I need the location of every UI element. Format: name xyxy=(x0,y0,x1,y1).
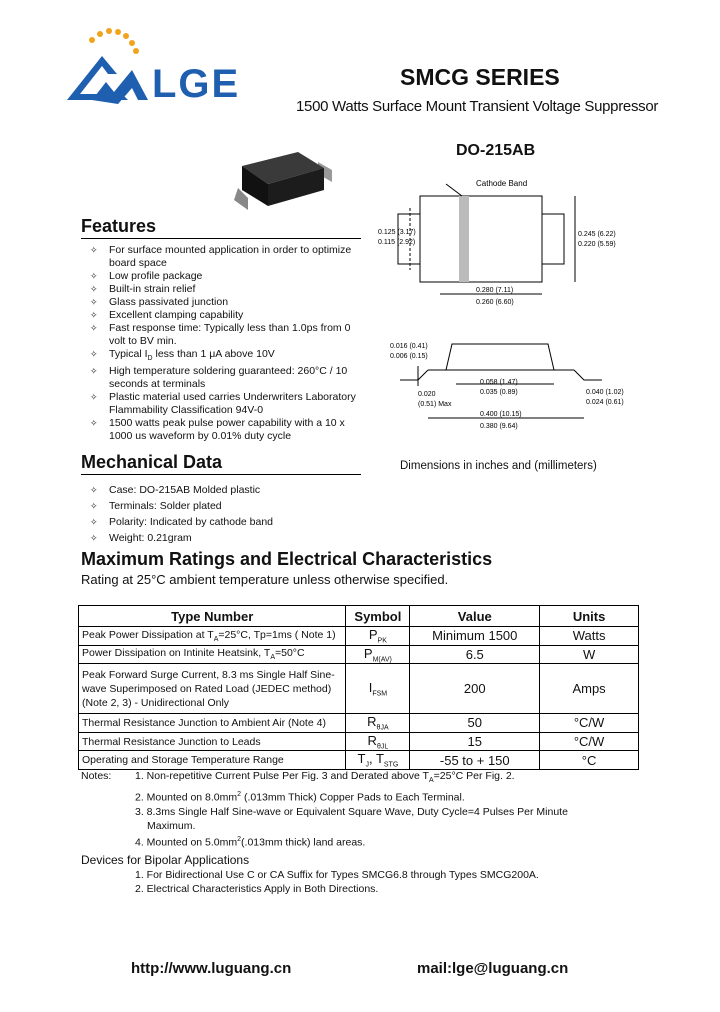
sym-text: T xyxy=(357,751,366,767)
row-unit: °C/W xyxy=(540,732,639,751)
side-dim-5: 0.020 xyxy=(418,391,436,398)
note-text: 4. Mounted on 5.0mm xyxy=(135,836,238,849)
note-text: (.013mm Thick) Copper Pads to Each Terminal. xyxy=(241,791,465,804)
sym-text: P xyxy=(368,627,378,642)
row-param: Operating and Storage Temperature Range xyxy=(79,751,346,770)
row-value: 6.5 xyxy=(410,645,540,664)
dim-left-1: 0.125 (3.17) xyxy=(378,229,416,236)
col-symbol: Symbol xyxy=(346,606,410,627)
notes-label: Notes: xyxy=(81,770,112,782)
col-units: Units xyxy=(540,606,639,627)
mechanical-item: ✧ Terminals: Solder plated xyxy=(90,498,350,514)
note-sup: 2 xyxy=(237,791,242,799)
row-unit: Amps xyxy=(540,664,639,714)
sym-sub: J xyxy=(365,761,369,769)
row-param: Peak Forward Surge Current, 8.3 ms Single Half Sine-wave Superimposed on Rated Load (JEDEC method) (Note 2, 3) - Unidirectional Only xyxy=(79,664,346,714)
table-row xyxy=(79,714,639,733)
table-row xyxy=(79,645,639,664)
row-unit: °C xyxy=(540,751,639,770)
feature-text: Typical I xyxy=(109,348,148,360)
mechanical-heading: Mechanical Data xyxy=(81,452,361,475)
side-dim-7: 0.040 (1.02) xyxy=(586,389,624,396)
note-sub: A xyxy=(428,777,434,785)
row-symbol xyxy=(346,714,410,733)
dim-right-2: 0.220 (5.59) xyxy=(578,241,616,248)
side-dim-3: 0.058 (1.47) xyxy=(480,379,518,386)
features-heading: Features xyxy=(81,216,361,239)
param-text: Power Dissipation on Intinite Heatsink, T xyxy=(82,647,271,660)
bipolar-item: 1. For Bidirectional Use C or CA Suffix for Types SMCG6.8 through Types SMCG200A. xyxy=(135,869,539,882)
sym-text: , T xyxy=(368,751,384,767)
footer-website[interactable]: http://www.luguang.cn xyxy=(131,960,292,977)
note-item xyxy=(135,769,568,788)
notes-section xyxy=(81,769,568,896)
feature-item: ✧ Low profile package xyxy=(90,270,360,283)
row-symbol xyxy=(346,645,410,664)
feature-item: ✧ For surface mounted application in order to optimize board space xyxy=(90,244,360,270)
feature-sub: D xyxy=(147,355,153,363)
sym-sub: FSM xyxy=(372,690,388,698)
row-value: 200 xyxy=(410,664,540,714)
mechanical-list xyxy=(90,482,350,546)
lge-logo-icon xyxy=(62,26,152,104)
feature-item: ✧ Fast response time: Typically less than 1.0ps from 0 volt to BV min. xyxy=(90,322,360,348)
sym-text: R xyxy=(367,714,377,730)
row-value: Minimum 1500 xyxy=(410,627,540,646)
feature-item: ✧ Glass passivated junction xyxy=(90,296,360,309)
dimension-note: Dimensions in inches and (millimeters) xyxy=(400,460,597,472)
side-dim-4: 0.035 (0.89) xyxy=(480,389,518,396)
row-param: Thermal Resistance Junction to Ambient Air (Note 4) xyxy=(79,714,346,733)
param-text: =50°C xyxy=(275,647,305,660)
row-value: -55 to + 150 xyxy=(410,751,540,770)
mechanical-item: ✧ Polarity: Indicated by cathode band xyxy=(90,514,350,530)
row-value: 50 xyxy=(410,714,540,733)
side-view-drawing xyxy=(388,336,648,436)
footer-email[interactable]: mail:lge@luguang.cn xyxy=(417,960,569,977)
note-item: 3. 8.3ms Single Half Sine-wave or Equivalent Square Wave, Duty Cycle=4 Pulses Per Minute xyxy=(135,805,568,818)
param-text: =25°C, Tp=1ms ( Note 1) xyxy=(218,628,336,641)
subtitle: 1500 Watts Surface Mount Transient Voltage Suppressor xyxy=(296,98,659,115)
side-dim-8: 0.024 (0.61) xyxy=(586,399,624,406)
side-dim-1: 0.016 (0.41) xyxy=(390,343,428,350)
table-row xyxy=(79,664,639,714)
feature-item: ✧ 1500 watts peak pulse power capability with a 10 x 1000 us waveform by 0.01% duty cycle xyxy=(90,417,360,443)
sym-sub: STG xyxy=(383,761,399,769)
side-dim-6: (0.51) Max xyxy=(418,401,452,408)
features-list xyxy=(90,244,360,443)
dim-right-1: 0.245 (6.22) xyxy=(578,231,616,238)
row-param: Thermal Resistance Junction to Leads xyxy=(79,732,346,751)
row-symbol xyxy=(346,732,410,751)
mechanical-item: ✧ Weight: 0.21gram xyxy=(90,530,350,546)
top-view-drawing xyxy=(370,174,650,314)
ratings-subheading: Rating at 25°C ambient temperature unless otherwise specified. xyxy=(81,572,449,587)
note-item xyxy=(135,833,568,850)
logo-text: LGE xyxy=(152,62,241,106)
notes-body xyxy=(135,769,568,849)
row-unit: W xyxy=(540,645,639,664)
table-row xyxy=(79,751,639,770)
note-item: Maximum. xyxy=(147,819,196,832)
note-text: =25°C Per Fig. 2. xyxy=(433,770,515,782)
row-symbol xyxy=(346,664,410,714)
row-value: 15 xyxy=(410,732,540,751)
table-row xyxy=(79,627,639,646)
row-param xyxy=(79,627,346,646)
dim-bottom-1: 0.280 (7.11) xyxy=(476,287,514,294)
sym-sub: M(AV) xyxy=(372,656,392,664)
bipolar-heading: Devices for Bipolar Applications xyxy=(81,853,250,868)
sym-sub: θJL xyxy=(376,743,389,751)
note-text: 2. Mounted on 8.0mm xyxy=(135,791,238,804)
table-row xyxy=(79,732,639,751)
feature-item: ✧ Plastic material used carries Underwriters Laboratory Flammability Classification 94V-0 xyxy=(90,391,360,417)
ratings-heading: Maximum Ratings and Electrical Characteristics xyxy=(81,549,493,569)
row-symbol xyxy=(346,627,410,646)
sym-sub: θJA xyxy=(376,724,389,732)
col-type-number: Type Number xyxy=(79,606,346,627)
table-header-row xyxy=(79,606,639,627)
note-sup: 2 xyxy=(237,835,242,843)
note-item xyxy=(135,788,568,805)
row-unit: °C/W xyxy=(540,714,639,733)
sym-text: R xyxy=(367,732,377,748)
side-dim-2: 0.006 (0.15) xyxy=(390,353,428,360)
sym-text: P xyxy=(363,645,373,661)
sym-text: I xyxy=(368,679,373,695)
dim-left-2: 0.115 (2.92) xyxy=(378,239,416,246)
cathode-band-label: Cathode Band xyxy=(476,179,528,188)
row-param xyxy=(79,645,346,664)
bipolar-item: 2. Electrical Characteristics Apply in Both Directions. xyxy=(135,883,379,896)
ratings-table xyxy=(78,605,639,770)
param-sub: A xyxy=(213,635,219,643)
feature-item: ✧ Excellent clamping capability xyxy=(90,309,360,322)
note-text: 1. Non-repetitive Current Pulse Per Fig. 3 and Derated above T xyxy=(135,770,429,782)
param-text: Peak Power Dissipation at T xyxy=(82,628,214,641)
side-dim-9: 0.400 (10.15) xyxy=(480,411,522,418)
col-value: Value xyxy=(410,606,540,627)
side-dim-10: 0.380 (9.64) xyxy=(480,423,518,430)
package-title: DO-215AB xyxy=(456,142,536,159)
feature-item xyxy=(90,348,360,365)
series-title: SMCG SERIES xyxy=(400,64,560,90)
mechanical-item: ✧ Case: DO-215AB Molded plastic xyxy=(90,482,350,498)
sym-sub: PK xyxy=(377,637,387,645)
feature-item: ✧ Built-in strain relief xyxy=(90,283,360,296)
dim-bottom-2: 0.260 (6.60) xyxy=(476,299,514,306)
row-unit: Watts xyxy=(540,627,639,646)
feature-item: ✧ High temperature soldering guaranteed: 260°C / 10 seconds at terminals xyxy=(90,365,360,391)
row-symbol xyxy=(346,751,410,770)
feature-text: less than 1 μA above 10V xyxy=(152,348,275,360)
bipolar-body xyxy=(135,868,568,896)
param-sub: A xyxy=(270,654,275,662)
component-photo xyxy=(228,148,338,214)
note-text: (.013mm thick) land areas. xyxy=(241,836,366,849)
